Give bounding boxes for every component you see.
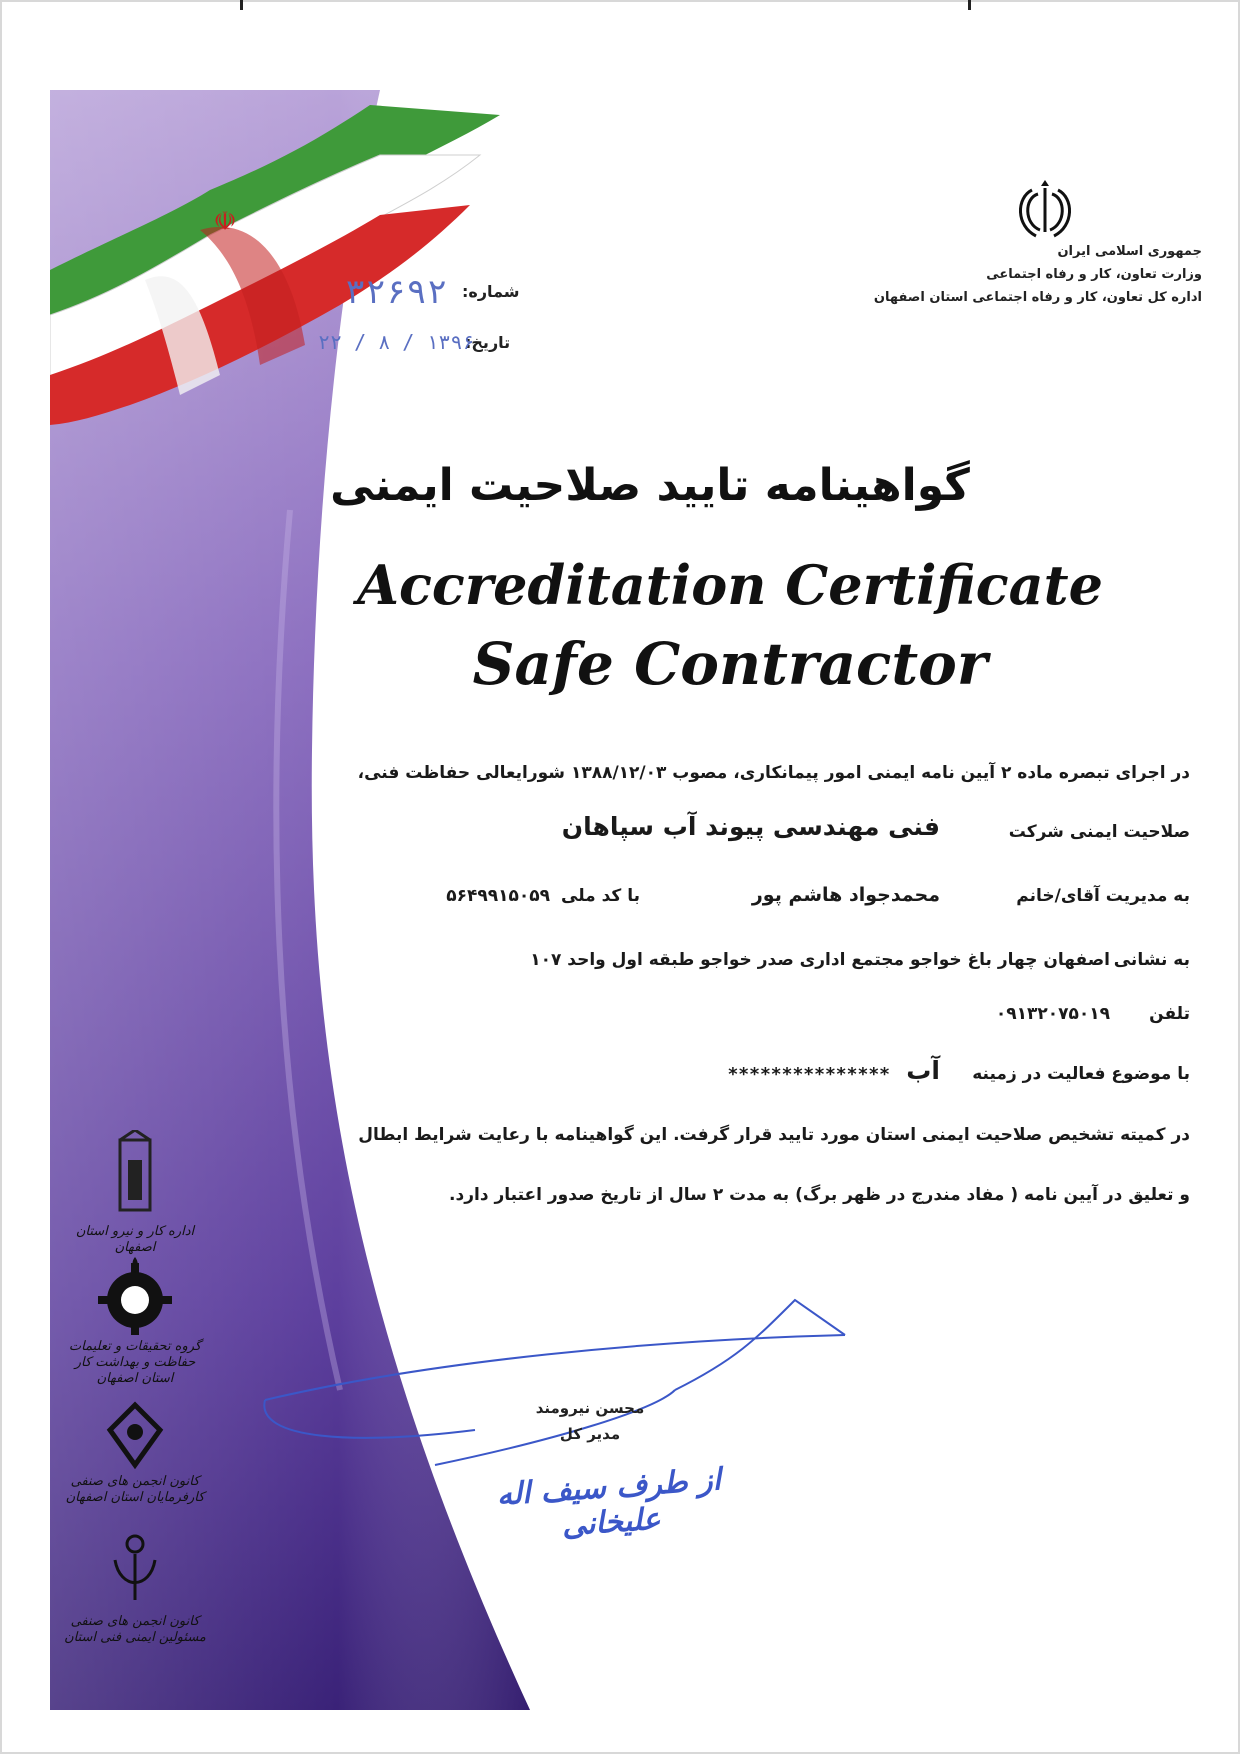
manager-label: به مدیریت آقای/خانم [1016, 886, 1190, 906]
header-line-country: جمهوری اسلامی ایران [1057, 244, 1202, 259]
logo-employers-association [60, 1400, 210, 1506]
company-label: صلاحیت ایمنی شرکت [1008, 822, 1190, 842]
body-intro: در اجرای تبصره ماده ۲ آیین نامه ایمنی امور پیمانکاری، مصوب ۱۳۸۸/۱۲/۰۳ شورایعالی حفاظت فنی، [357, 763, 1190, 783]
signatory-block [500, 1395, 680, 1447]
manager-name: محمدجواد هاشم پور [751, 884, 940, 906]
signature-stroke [235, 1280, 875, 1480]
national-code-label: با کد ملی [561, 886, 640, 906]
activity-stars: *************** [727, 1064, 890, 1085]
safety-officers-icon [100, 1530, 170, 1610]
date-value: ۱۳۹۶ / ۸ / ۲۲ [318, 330, 475, 354]
labor-office-icon [100, 1130, 170, 1220]
issuer-header [802, 240, 1202, 309]
number-value: ۳۲۶۹۲ [345, 272, 448, 312]
company-name: فنی مهندسی پیوند آب سپاهان [561, 812, 940, 841]
signatory-name: محسن نیرومند [535, 1399, 645, 1417]
logo-caption: اداره کار و نیرو استان اصفهان [75, 1224, 195, 1255]
gear-icon [90, 1255, 180, 1335]
certificate-title-persian: گواهینامه تایید صلاحیت ایمنی [330, 460, 970, 511]
certificate-title-english-line1: Accreditation Certificate [357, 553, 1103, 617]
logo-caption: کانون انجمن های صنفی کارفرمایان استان اصفهان [65, 1474, 205, 1505]
phone-label: تلفن [1149, 1004, 1190, 1024]
number-label: شماره: [462, 282, 520, 301]
phone: ۰۹۱۳۲۰۷۵۰۱۹ [995, 1004, 1110, 1024]
certificate-title-english-line2: Safe Contractor [472, 630, 988, 698]
logo-safety-research-group [60, 1255, 210, 1387]
header-line-department: اداره کل تعاون، کار و رفاه اجتماعی استان اصفهان [873, 290, 1202, 305]
logo-labor-office [60, 1130, 210, 1256]
closing-line-2: و تعلیق در آیین نامه ( مفاد مندرج در ظهر برگ) به مدت ۲ سال از تاریخ صدور اعتبار دارد. [449, 1185, 1190, 1205]
handwritten-signature-text: از طرف سیف اله علیخانی [495, 1462, 722, 1544]
logo-caption: گروه تحقیقات و تعلیمات حفاظت و بهداشت کار استان اصفهان [68, 1339, 202, 1386]
scan-mark [240, 0, 243, 10]
activity-label: با موضوع فعالیت در زمینه [972, 1064, 1190, 1084]
closing-line-1: در کمیته تشخیص صلاحیت ایمنی استان مورد تایید قرار گرفت. این گواهینامه با رعایت شرایط ابطال [358, 1125, 1190, 1145]
header-line-ministry: وزارت تعاون، کار و رفاه اجتماعی [986, 267, 1202, 282]
svg-text:☫: ☫ [213, 207, 237, 237]
activity-value: آب [906, 1056, 940, 1085]
iran-emblem-icon [1010, 180, 1080, 240]
iran-flag-ribbon [50, 85, 500, 425]
employers-association-icon [100, 1400, 170, 1470]
scan-mark [968, 0, 971, 10]
national-code: ۵۶۴۹۹۱۵۰۵۹ [446, 886, 550, 906]
flag-emblem-icon [200, 200, 240, 230]
logo-caption: کانون انجمن های صنفی مسئولین ایمنی فنی استان [64, 1614, 206, 1645]
date-label: تاریخ: [465, 333, 511, 352]
address: اصفهان چهار باغ خواجو مجتمع اداری صدر خواجو طبقه اول واحد ۱۰۷ [530, 950, 1110, 970]
address-label: به نشانی [1113, 950, 1190, 970]
logo-safety-officers-association [60, 1530, 210, 1646]
handwritten-signature [470, 1462, 750, 1560]
signatory-title: مدیر کل [559, 1425, 621, 1443]
